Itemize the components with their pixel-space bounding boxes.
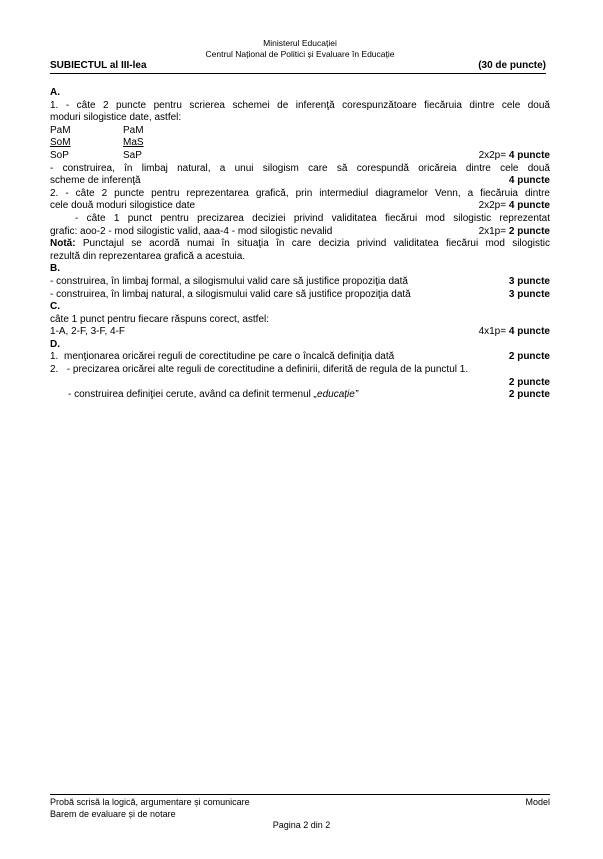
footer-model: Model [525, 797, 550, 807]
section-c-answers-row [50, 326, 550, 339]
section-a-decision-line1: - câte 1 punct pentru precizarea deciziei privind validitatea fiecărui mod silogistic reprezentat [50, 212, 550, 224]
section-a-natural-score: 4 puncte [508, 175, 550, 187]
page-number: Pagina 2 din 2 [272, 820, 331, 830]
syllogism-1-conclusion: SoP [50, 149, 69, 161]
footer-barem: Barem de evaluare și de notare [50, 809, 176, 819]
document-header [50, 38, 550, 60]
section-a-item2-line1: 2. - câte 2 puncte pentru reprezentarea grafică, prin intermediul diagramelor Venn, a fiecăruia dintre [50, 187, 550, 199]
center-name: Centrul Național de Politici și Evaluare în Educație [205, 49, 395, 59]
defined-term: „educație” [313, 389, 359, 401]
section-a-label: A. [50, 87, 60, 98]
syllogism-row-3 [50, 150, 550, 163]
note-label: Notă: [50, 238, 76, 250]
syllogism-2-minor: MaS [123, 137, 144, 149]
section-d-item-1: 1. menţionarea oricărei reguli de corectitudine pe care o încalcă definiţia dată 2 puncte [50, 351, 550, 363]
section-b-item-1: - construirea, în limbaj formal, a silogismului valid care să justifice propoziţia dată 3 puncte [50, 275, 550, 287]
section-a-decision-line2: grafic: aoo-2 - mod silogistic valid, aaa-4 - mod silogistic nevalid 2x1p= 2 puncte [50, 225, 550, 237]
section-a-note-line1: Notă: Punctajul se acordă numai în situaţia în care decizia privind validitatea fiecărui mod silogistic [50, 238, 550, 250]
section-b-item-2: - construirea, în limbaj natural, a silogismului valid care să justifice propoziţia dată 3 puncte [50, 288, 550, 300]
section-a-natural-line2: scheme de inferenţă 4 puncte [50, 175, 550, 187]
syllogism-row-2 [50, 137, 550, 150]
ministry-name: Ministerul Educației [263, 38, 337, 48]
section-a-item1-line2: moduri silogistice date, astfel: [50, 112, 182, 124]
section-d-item-2: 2. - precizarea oricărei alte reguli de corectitudine a definirii, diferită de regula de la punctul 1. [50, 364, 469, 376]
section-d-item-3: - construirea definiţiei cerute, având ca definit termenul „educație” 2 puncte [68, 389, 550, 401]
section-a-item2-line2: cele două moduri silogistice date 2x2p= 4 puncte [50, 200, 550, 212]
syllogism-score: 2x2p= 4 puncte [478, 149, 550, 161]
section-d-item-2-score: 2 puncte [508, 376, 550, 388]
syllogism-row-1 [50, 125, 550, 138]
section-c-intro: câte 1 punct pentru fiecare răspuns corect, astfel: [50, 313, 270, 325]
section-b-item-1-score: 3 puncte [508, 275, 550, 287]
section-c-label: C. [50, 301, 60, 313]
syllogism-1-major: PaM [50, 124, 71, 136]
section-d-item-1-score: 2 puncte [508, 351, 550, 363]
section-d-label: D. [50, 338, 60, 350]
syllogism-2-major: PaM [123, 124, 144, 136]
subject-title: SUBIECTUL al III-lea [50, 60, 147, 71]
section-a-item1-line1: 1. - câte 2 puncte pentru scrierea schemei de inferenţă corespunzătoare fiecăruia dintre cele două [50, 99, 550, 111]
syllogism-1-minor: SoM [50, 137, 71, 149]
subject-bar [50, 60, 546, 74]
footer-exam-name: Probă scrisă la logică, argumentare și comunicare [50, 797, 250, 807]
section-b-item-2-score: 3 puncte [508, 288, 550, 300]
subject-points: (30 de puncte) [478, 60, 546, 71]
section-a-note-line2: rezultă din reprezentarea grafică a acestuia. [50, 250, 246, 262]
footer-divider [50, 794, 550, 795]
section-d-item-3-score: 2 puncte [508, 389, 550, 401]
section-a-item2-score: 2x2p= 4 puncte [478, 200, 550, 212]
section-c-score: 4x1p= 4 puncte [478, 326, 550, 338]
syllogism-2-conclusion: SaP [123, 149, 142, 161]
section-c-answers: 1-A, 2-F, 3-F, 4-F [50, 326, 126, 338]
document-body [50, 87, 550, 402]
document-footer [50, 796, 550, 820]
section-b-label: B. [50, 263, 60, 275]
section-a-natural-line1: - construirea, în limbaj natural, a unui silogism care să corespundă oricăreia dintre cele două [50, 162, 550, 174]
section-a-decision-score: 2x1p= 2 puncte [478, 225, 550, 237]
